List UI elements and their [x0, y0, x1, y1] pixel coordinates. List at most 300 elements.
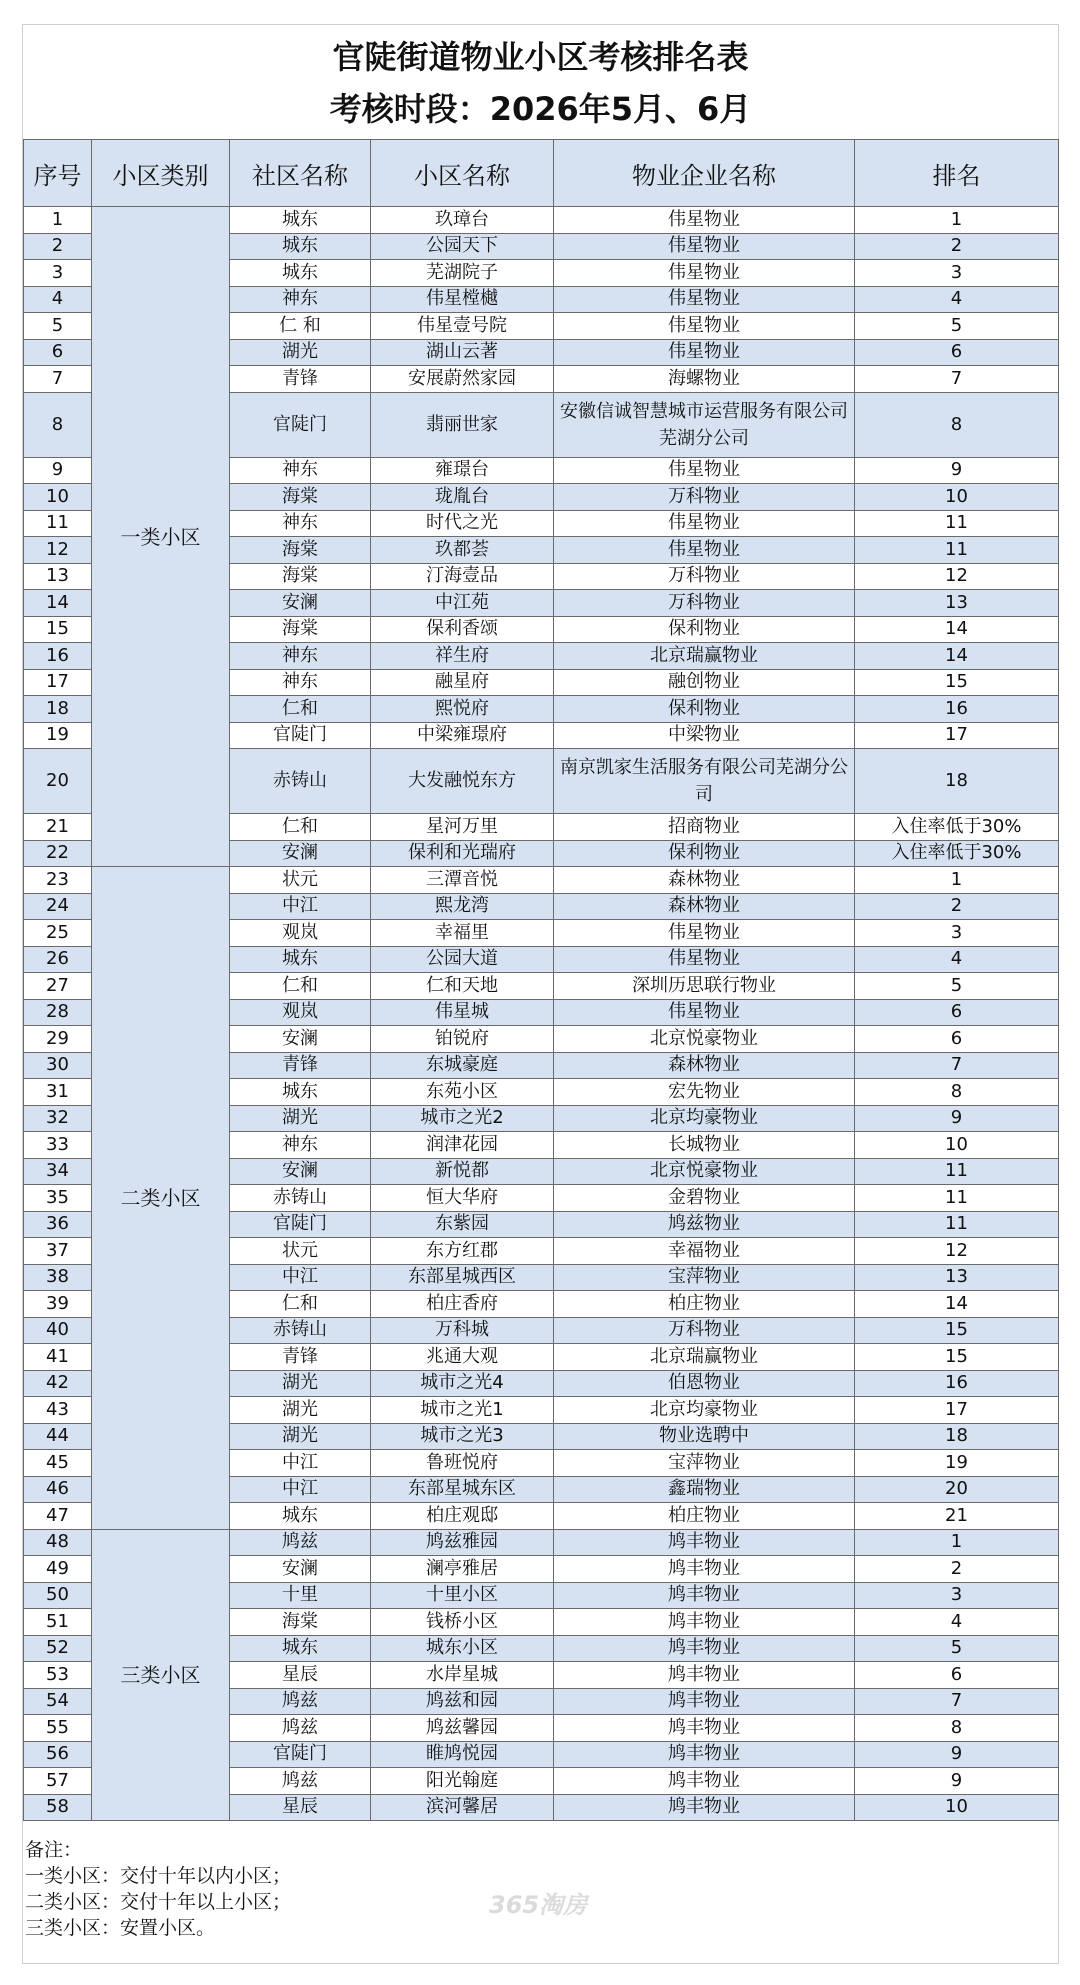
cell-community: 城东	[230, 1635, 371, 1662]
cell-company: 保利物业	[554, 840, 855, 867]
cell-company: 幸福物业	[554, 1238, 855, 1265]
cell-estate: 珑胤台	[371, 484, 554, 511]
cell-community: 神东	[230, 669, 371, 696]
cell-estate: 中江苑	[371, 590, 554, 617]
cell-community: 海棠	[230, 616, 371, 643]
cell-no: 56	[24, 1741, 92, 1768]
cell-estate: 保利香颂	[371, 616, 554, 643]
cell-rank: 3	[855, 260, 1059, 287]
cell-estate: 鲁班悦府	[371, 1450, 554, 1477]
cell-estate: 公园天下	[371, 233, 554, 260]
cell-estate: 城东小区	[371, 1635, 554, 1662]
note-category-3: 三类小区：安置小区。	[25, 1917, 216, 1939]
ranking-table	[23, 139, 1059, 1821]
cell-company: 北京悦豪物业	[554, 1158, 855, 1185]
cell-rank: 11	[855, 1211, 1059, 1238]
column-header-estate: 小区名称	[371, 140, 554, 207]
cell-estate: 水岸星城	[371, 1662, 554, 1689]
cell-company: 伟星物业	[554, 457, 855, 484]
cell-no: 11	[24, 510, 92, 537]
cell-rank: 15	[855, 1317, 1059, 1344]
cell-community: 神东	[230, 286, 371, 313]
cell-company: 深圳历思联行物业	[554, 973, 855, 1000]
cell-company: 宝萍物业	[554, 1450, 855, 1477]
cell-rank: 12	[855, 563, 1059, 590]
cell-company: 海螺物业	[554, 366, 855, 393]
cell-company: 伟星物业	[554, 207, 855, 234]
cell-no: 48	[24, 1529, 92, 1556]
cell-company: 北京瑞赢物业	[554, 643, 855, 670]
table-row	[24, 207, 1059, 234]
cell-category: 二类小区	[92, 867, 230, 1530]
cell-community: 观岚	[230, 999, 371, 1026]
cell-rank: 1	[855, 207, 1059, 234]
cell-community: 仁 和	[230, 313, 371, 340]
cell-no: 53	[24, 1662, 92, 1689]
cell-rank: 1	[855, 1529, 1059, 1556]
cell-no: 54	[24, 1688, 92, 1715]
page-title: 官陡街道物业小区考核排名表	[332, 38, 749, 76]
cell-no: 18	[24, 696, 92, 723]
cell-rank: 17	[855, 1397, 1059, 1424]
cell-company: 鸠丰物业	[554, 1529, 855, 1556]
cell-community: 海棠	[230, 484, 371, 511]
cell-rank: 6	[855, 1662, 1059, 1689]
cell-rank: 9	[855, 1768, 1059, 1795]
cell-community: 星辰	[230, 1794, 371, 1821]
cell-community: 海棠	[230, 537, 371, 564]
cell-estate: 祥生府	[371, 643, 554, 670]
cell-company: 鸠丰物业	[554, 1741, 855, 1768]
cell-rank: 7	[855, 1688, 1059, 1715]
cell-estate: 十里小区	[371, 1582, 554, 1609]
cell-no: 35	[24, 1185, 92, 1212]
cell-estate: 城市之光4	[371, 1370, 554, 1397]
cell-estate: 玖都荟	[371, 537, 554, 564]
cell-no: 33	[24, 1132, 92, 1159]
cell-no: 6	[24, 339, 92, 366]
watermark-logo: 365淘房	[489, 1891, 588, 1919]
cell-rank: 18	[855, 1423, 1059, 1450]
cell-rank: 9	[855, 1741, 1059, 1768]
cell-community: 仁和	[230, 1291, 371, 1318]
cell-company: 北京均豪物业	[554, 1105, 855, 1132]
cell-estate: 仁和天地	[371, 973, 554, 1000]
cell-estate: 大发融悦东方	[371, 749, 554, 814]
cell-rank: 8	[855, 1715, 1059, 1742]
cell-no: 29	[24, 1026, 92, 1053]
cell-company: 万科物业	[554, 1317, 855, 1344]
cell-community: 城东	[230, 233, 371, 260]
cell-rank: 6	[855, 999, 1059, 1026]
cell-no: 27	[24, 973, 92, 1000]
cell-estate: 保利和光瑞府	[371, 840, 554, 867]
cell-company: 万科物业	[554, 484, 855, 511]
cell-no: 7	[24, 366, 92, 393]
cell-rank: 12	[855, 1238, 1059, 1265]
cell-rank: 9	[855, 457, 1059, 484]
cell-community: 神东	[230, 1132, 371, 1159]
cell-estate: 东部星城东区	[371, 1476, 554, 1503]
cell-rank: 11	[855, 1158, 1059, 1185]
cell-company: 柏庄物业	[554, 1503, 855, 1530]
cell-estate: 汀海壹品	[371, 563, 554, 590]
cell-community: 仁和	[230, 814, 371, 841]
cell-no: 55	[24, 1715, 92, 1742]
cell-rank: 入住率低于30%	[855, 814, 1059, 841]
cell-estate: 融星府	[371, 669, 554, 696]
cell-rank: 7	[855, 366, 1059, 393]
cell-no: 1	[24, 207, 92, 234]
cell-company: 物业选聘中	[554, 1423, 855, 1450]
cell-rank: 13	[855, 1264, 1059, 1291]
cell-rank: 10	[855, 1794, 1059, 1821]
cell-rank: 17	[855, 722, 1059, 749]
cell-company: 伟星物业	[554, 233, 855, 260]
cell-no: 52	[24, 1635, 92, 1662]
cell-no: 31	[24, 1079, 92, 1106]
column-header-category: 小区类别	[92, 140, 230, 207]
cell-rank: 11	[855, 1185, 1059, 1212]
cell-estate: 东苑小区	[371, 1079, 554, 1106]
cell-no: 15	[24, 616, 92, 643]
cell-company: 伟星物业	[554, 260, 855, 287]
cell-company: 伟星物业	[554, 920, 855, 947]
note-category-2: 二类小区：交付十年以上小区；	[25, 1891, 292, 1913]
column-header-community: 社区名称	[230, 140, 371, 207]
cell-rank: 入住率低于30%	[855, 840, 1059, 867]
cell-estate: 万科城	[371, 1317, 554, 1344]
cell-no: 25	[24, 920, 92, 947]
cell-no: 28	[24, 999, 92, 1026]
cell-company: 伟星物业	[554, 339, 855, 366]
cell-no: 9	[24, 457, 92, 484]
cell-community: 安澜	[230, 1026, 371, 1053]
table-body	[24, 207, 1059, 1821]
cell-estate: 钱桥小区	[371, 1609, 554, 1636]
cell-company: 鸠丰物业	[554, 1556, 855, 1583]
cell-company: 森林物业	[554, 893, 855, 920]
cell-company: 森林物业	[554, 1052, 855, 1079]
cell-community: 青锋	[230, 1344, 371, 1371]
cell-community: 城东	[230, 207, 371, 234]
cell-rank: 10	[855, 484, 1059, 511]
cell-community: 中江	[230, 1264, 371, 1291]
table-header-row	[24, 140, 1059, 207]
cell-rank: 21	[855, 1503, 1059, 1530]
cell-no: 8	[24, 392, 92, 457]
cell-no: 46	[24, 1476, 92, 1503]
cell-community: 状元	[230, 867, 371, 894]
cell-no: 41	[24, 1344, 92, 1371]
cell-estate: 东城豪庭	[371, 1052, 554, 1079]
cell-community: 中江	[230, 1450, 371, 1477]
cell-company: 伯恩物业	[554, 1370, 855, 1397]
column-header-no: 序号	[24, 140, 92, 207]
cell-community: 中江	[230, 893, 371, 920]
cell-no: 47	[24, 1503, 92, 1530]
cell-community: 神东	[230, 457, 371, 484]
cell-no: 50	[24, 1582, 92, 1609]
cell-community: 官陡门	[230, 722, 371, 749]
cell-category: 三类小区	[92, 1529, 230, 1821]
cell-no: 12	[24, 537, 92, 564]
cell-no: 57	[24, 1768, 92, 1795]
cell-rank: 20	[855, 1476, 1059, 1503]
cell-rank: 3	[855, 1582, 1059, 1609]
cell-company: 鸠丰物业	[554, 1609, 855, 1636]
cell-company: 鸠丰物业	[554, 1688, 855, 1715]
cell-community: 鸠兹	[230, 1768, 371, 1795]
cell-rank: 3	[855, 920, 1059, 947]
cell-company: 鸠丰物业	[554, 1635, 855, 1662]
cell-company: 中梁物业	[554, 722, 855, 749]
cell-estate: 新悦都	[371, 1158, 554, 1185]
cell-rank: 8	[855, 1079, 1059, 1106]
cell-no: 43	[24, 1397, 92, 1424]
cell-estate: 伟星城	[371, 999, 554, 1026]
cell-rank: 18	[855, 749, 1059, 814]
cell-rank: 11	[855, 537, 1059, 564]
cell-community: 官陡门	[230, 1741, 371, 1768]
cell-community: 官陡门	[230, 1211, 371, 1238]
cell-community: 城东	[230, 260, 371, 287]
cell-estate: 城市之光3	[371, 1423, 554, 1450]
cell-company: 伟星物业	[554, 946, 855, 973]
cell-company: 鸠丰物业	[554, 1662, 855, 1689]
cell-rank: 2	[855, 1556, 1059, 1583]
cell-estate: 鸠兹馨园	[371, 1715, 554, 1742]
cell-no: 10	[24, 484, 92, 511]
cell-community: 星辰	[230, 1662, 371, 1689]
cell-company: 鑫瑞物业	[554, 1476, 855, 1503]
cell-rank: 10	[855, 1132, 1059, 1159]
column-header-company: 物业企业名称	[554, 140, 855, 207]
cell-company: 鸠丰物业	[554, 1768, 855, 1795]
cell-no: 13	[24, 563, 92, 590]
cell-company: 鸠丰物业	[554, 1715, 855, 1742]
cell-estate: 幸福里	[371, 920, 554, 947]
cell-community: 鸠兹	[230, 1715, 371, 1742]
cell-estate: 澜亭雅居	[371, 1556, 554, 1583]
cell-no: 39	[24, 1291, 92, 1318]
cell-estate: 阳光翰庭	[371, 1768, 554, 1795]
cell-company: 伟星物业	[554, 510, 855, 537]
cell-rank: 5	[855, 1635, 1059, 1662]
cell-no: 19	[24, 722, 92, 749]
cell-no: 45	[24, 1450, 92, 1477]
cell-estate: 恒大华府	[371, 1185, 554, 1212]
cell-rank: 7	[855, 1052, 1059, 1079]
cell-company: 鸠兹物业	[554, 1211, 855, 1238]
cell-community: 湖光	[230, 339, 371, 366]
cell-no: 21	[24, 814, 92, 841]
cell-estate: 柏庄观邸	[371, 1503, 554, 1530]
cell-no: 3	[24, 260, 92, 287]
cell-community: 青锋	[230, 366, 371, 393]
cell-community: 中江	[230, 1476, 371, 1503]
cell-no: 30	[24, 1052, 92, 1079]
cell-community: 赤铸山	[230, 749, 371, 814]
cell-rank: 9	[855, 1105, 1059, 1132]
cell-rank: 6	[855, 339, 1059, 366]
cell-community: 城东	[230, 946, 371, 973]
cell-company: 北京瑞赢物业	[554, 1344, 855, 1371]
cell-rank: 16	[855, 1370, 1059, 1397]
cell-company: 北京悦豪物业	[554, 1026, 855, 1053]
cell-rank: 4	[855, 1609, 1059, 1636]
cell-company: 招商物业	[554, 814, 855, 841]
cell-community: 城东	[230, 1079, 371, 1106]
cell-estate: 柏庄香府	[371, 1291, 554, 1318]
cell-rank: 8	[855, 392, 1059, 457]
cell-estate: 熙悦府	[371, 696, 554, 723]
cell-community: 安澜	[230, 1158, 371, 1185]
cell-estate: 滨河馨居	[371, 1794, 554, 1821]
cell-community: 官陡门	[230, 392, 371, 457]
cell-estate: 东部星城西区	[371, 1264, 554, 1291]
cell-rank: 15	[855, 669, 1059, 696]
cell-estate: 铂锐府	[371, 1026, 554, 1053]
cell-company: 柏庄物业	[554, 1291, 855, 1318]
cell-estate: 兆通大观	[371, 1344, 554, 1371]
cell-no: 22	[24, 840, 92, 867]
cell-community: 状元	[230, 1238, 371, 1265]
cell-estate: 芜湖院子	[371, 260, 554, 287]
cell-no: 5	[24, 313, 92, 340]
cell-community: 仁和	[230, 973, 371, 1000]
cell-community: 城东	[230, 1503, 371, 1530]
cell-community: 海棠	[230, 1609, 371, 1636]
note-category-1: 一类小区：交付十年以内小区；	[25, 1865, 292, 1887]
cell-estate: 中梁雍璟府	[371, 722, 554, 749]
cell-no: 4	[24, 286, 92, 313]
cell-no: 26	[24, 946, 92, 973]
cell-community: 神东	[230, 510, 371, 537]
cell-estate: 公园大道	[371, 946, 554, 973]
cell-no: 49	[24, 1556, 92, 1583]
cell-community: 青锋	[230, 1052, 371, 1079]
cell-estate: 星河万里	[371, 814, 554, 841]
cell-community: 海棠	[230, 563, 371, 590]
cell-rank: 19	[855, 1450, 1059, 1477]
cell-estate: 伟星樘樾	[371, 286, 554, 313]
cell-company: 森林物业	[554, 867, 855, 894]
cell-community: 赤铸山	[230, 1317, 371, 1344]
cell-no: 17	[24, 669, 92, 696]
cell-company: 安徽信诚智慧城市运营服务有限公司芜湖分公司	[554, 392, 855, 457]
cell-company: 伟星物业	[554, 999, 855, 1026]
cell-estate: 睢鸠悦园	[371, 1741, 554, 1768]
cell-estate: 湖山云著	[371, 339, 554, 366]
cell-company: 保利物业	[554, 616, 855, 643]
cell-company: 伟星物业	[554, 286, 855, 313]
cell-rank: 16	[855, 696, 1059, 723]
cell-rank: 14	[855, 1291, 1059, 1318]
cell-rank: 6	[855, 1026, 1059, 1053]
cell-estate: 鸠兹雅园	[371, 1529, 554, 1556]
cell-community: 湖光	[230, 1397, 371, 1424]
cell-company: 伟星物业	[554, 313, 855, 340]
cell-estate: 城市之光1	[371, 1397, 554, 1424]
cell-rank: 14	[855, 643, 1059, 670]
cell-no: 2	[24, 233, 92, 260]
column-header-rank: 排名	[855, 140, 1059, 207]
cell-community: 十里	[230, 1582, 371, 1609]
cell-community: 鸠兹	[230, 1688, 371, 1715]
cell-community: 仁和	[230, 696, 371, 723]
cell-rank: 2	[855, 233, 1059, 260]
page-subtitle: 考核时段：2026年5月、6月	[329, 90, 752, 128]
cell-community: 鸠兹	[230, 1529, 371, 1556]
cell-rank: 14	[855, 616, 1059, 643]
cell-community: 安澜	[230, 840, 371, 867]
cell-estate: 伟星壹号院	[371, 313, 554, 340]
cell-estate: 城市之光2	[371, 1105, 554, 1132]
cell-no: 37	[24, 1238, 92, 1265]
cell-community: 神东	[230, 643, 371, 670]
cell-no: 24	[24, 893, 92, 920]
cell-company: 伟星物业	[554, 537, 855, 564]
cell-company: 宝萍物业	[554, 1264, 855, 1291]
cell-no: 38	[24, 1264, 92, 1291]
cell-company: 保利物业	[554, 696, 855, 723]
cell-estate: 熙龙湾	[371, 893, 554, 920]
cell-company: 鸠丰物业	[554, 1794, 855, 1821]
cell-estate: 玖璋台	[371, 207, 554, 234]
cell-community: 安澜	[230, 590, 371, 617]
cell-no: 36	[24, 1211, 92, 1238]
cell-company: 鸠丰物业	[554, 1582, 855, 1609]
cell-company: 宏先物业	[554, 1079, 855, 1106]
cell-rank: 4	[855, 286, 1059, 313]
cell-estate: 润津花园	[371, 1132, 554, 1159]
cell-company: 金碧物业	[554, 1185, 855, 1212]
cell-estate: 鸠兹和园	[371, 1688, 554, 1715]
cell-rank: 13	[855, 590, 1059, 617]
cell-no: 58	[24, 1794, 92, 1821]
cell-no: 20	[24, 749, 92, 814]
cell-company: 南京凯家生活服务有限公司芜湖分公司	[554, 749, 855, 814]
cell-estate: 时代之光	[371, 510, 554, 537]
cell-rank: 1	[855, 867, 1059, 894]
cell-community: 安澜	[230, 1556, 371, 1583]
cell-no: 34	[24, 1158, 92, 1185]
cell-rank: 5	[855, 313, 1059, 340]
cell-estate: 三潭音悦	[371, 867, 554, 894]
cell-category: 一类小区	[92, 207, 230, 867]
cell-no: 44	[24, 1423, 92, 1450]
cell-rank: 4	[855, 946, 1059, 973]
cell-community: 湖光	[230, 1105, 371, 1132]
cell-estate: 东紫园	[371, 1211, 554, 1238]
cell-no: 16	[24, 643, 92, 670]
table-row	[24, 1529, 1059, 1556]
cell-no: 23	[24, 867, 92, 894]
cell-no: 32	[24, 1105, 92, 1132]
cell-rank: 11	[855, 510, 1059, 537]
cell-community: 湖光	[230, 1423, 371, 1450]
table-row	[24, 867, 1059, 894]
cell-no: 51	[24, 1609, 92, 1636]
notes-heading: 备注：	[25, 1839, 83, 1861]
cell-community: 观岚	[230, 920, 371, 947]
cell-estate: 翡丽世家	[371, 392, 554, 457]
cell-rank: 2	[855, 893, 1059, 920]
cell-no: 42	[24, 1370, 92, 1397]
cell-estate: 雍璟台	[371, 457, 554, 484]
cell-estate: 东方红郡	[371, 1238, 554, 1265]
